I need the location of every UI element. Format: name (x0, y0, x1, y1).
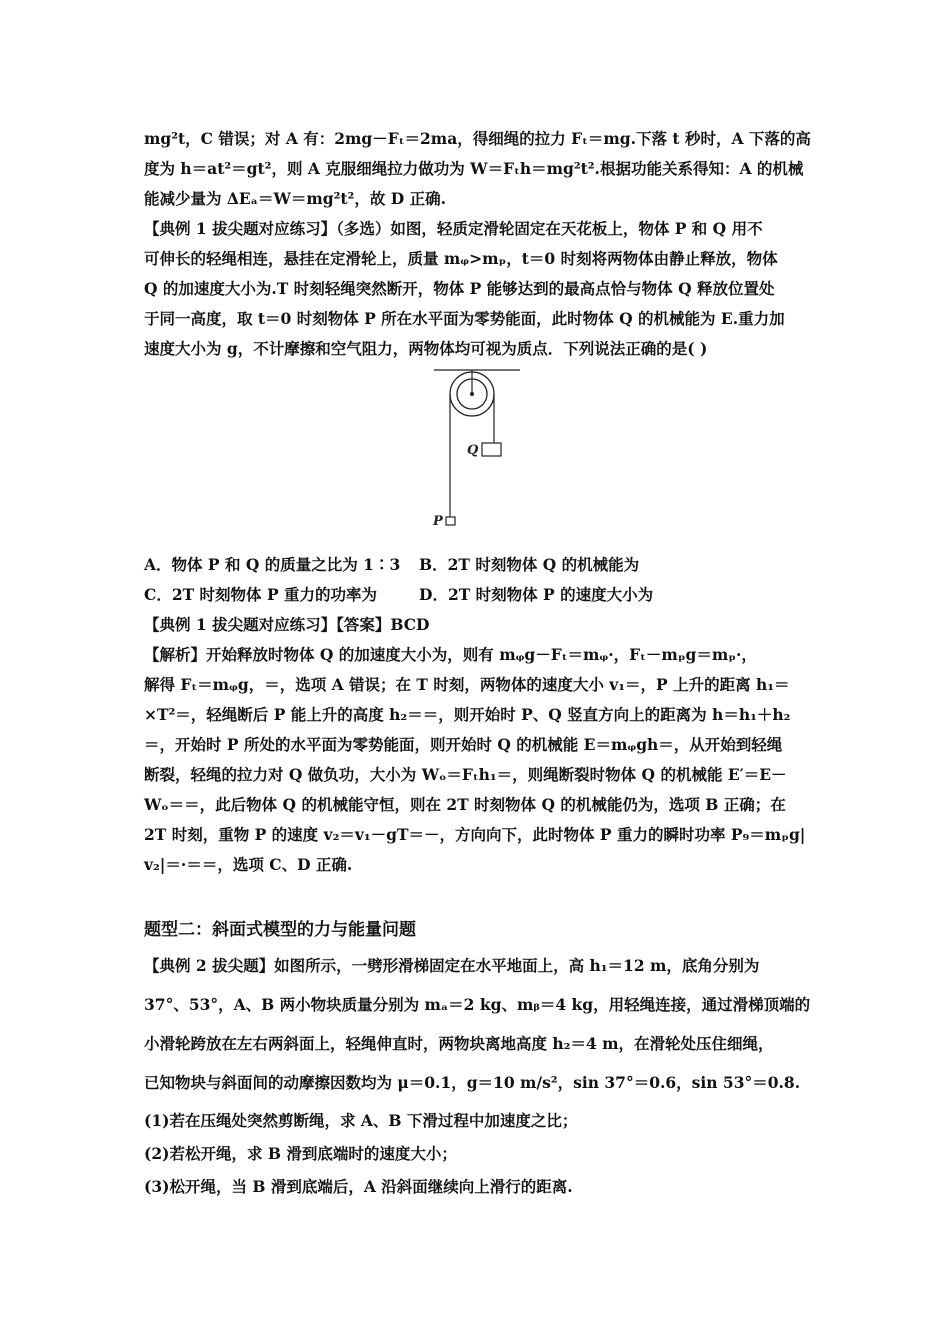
solution-line: mg²t，C 错误；对 A 有：2mg－Fₜ＝2ma，得细绳的拉力 Fₜ＝mg.下落 t 秒时，A 下落的高 (144, 129, 811, 148)
pulley-axle (470, 392, 474, 396)
label-p: P (433, 514, 443, 529)
options-row-2 (144, 580, 816, 610)
analysis-line: ＝，开始时 P 所处的水平面为零势能面，则开始时 Q 的机械能 E＝mᵩgh＝，从开始到轻绳 (144, 735, 783, 754)
problem-line: 已知物块与斜面间的动摩擦因数均为 μ＝0.1，g＝10 m/s²，sin 37°＝0.6，sin 53°＝0.8. (144, 1073, 801, 1092)
analysis-line: ×T²＝，轻绳断后 P 能上升的高度 h₂＝＝，则开始时 P、Q 竖直方向上的距离为 h＝h₁＋h₂ (144, 705, 791, 724)
answer-line: 【典例 1 拔尖题对应练习】【答案】BCD (144, 615, 430, 634)
problem-line: 可伸长的轻绳相连，悬挂在定滑轮上，质量 mᵩ>mₚ，t＝0 时刻将两物体由静止释放，物体 (144, 249, 778, 268)
problem-line: 小滑轮跨放在左右两斜面上，轻绳伸直时，两物块离地高度 h₂＝4 m，在滑轮处压住细绳， (144, 1034, 774, 1053)
pulley-diagram (430, 364, 530, 534)
document-page (144, 124, 816, 1203)
options-row-1 (144, 550, 816, 580)
analysis-line: 断裂，轻绳的拉力对 Q 做负功，大小为 Wₒ＝Fₜh₁＝，则绳断裂时物体 Q 的机械能 E′＝E－ (144, 765, 787, 784)
question-1: (1)若在压绳处突然剪断绳，求 A、B 下滑过程中加速度之比； (144, 1111, 578, 1130)
problem-line: 【典例 1 拔尖题对应练习】（多选）如图，轻质定滑轮固定在天花板上，物体 P 和 Q 用不 (144, 219, 763, 238)
analysis-line: 2T 时刻，重物 P 的速度 v₂＝v₁－gT＝－，方向向下，此时物体 P 重力的瞬时功率 P₉＝mₚg| (144, 825, 806, 844)
options (144, 550, 816, 610)
problem-line: 速度大小为 g，不计摩擦和空气阻力，两物体均可视为质点．下列说法正确的是( ) (144, 339, 708, 358)
analysis-line: v₂|＝·＝＝，选项 C、D 正确. (144, 855, 353, 874)
problem-line: Q 的加速度大小为.T 时刻轻绳突然断开，物体 P 能够达到的最高点恰与物体 Q 释放位置处 (144, 279, 775, 298)
question-3: (3)松开绳，当 B 滑到底端后，A 沿斜面继续向上滑行的距离. (144, 1177, 573, 1196)
pulley-figure (144, 364, 816, 550)
question-2: (2)若松开绳，求 B 滑到底端时的速度大小； (144, 1144, 457, 1163)
label-q: Q (467, 443, 479, 458)
option-a[interactable]: A．物体 P 和 Q 的质量之比为 1∶3 (144, 555, 401, 574)
analysis-line: 解得 Fₜ＝mᵩg，＝，选项 A 错误；在 T 时刻，两物体的速度大小 v₁＝，P 上升的距离 h₁＝ (144, 675, 790, 694)
block-q (482, 443, 501, 456)
problem-line: 于同一高度，取 t＝0 时刻物体 P 所在水平面为零势能面，此时物体 Q 的机械能为 E.重力加 (144, 309, 785, 328)
solution-continuation (144, 124, 816, 214)
analysis-line: 【解析】开始释放时物体 Q 的加速度大小为，则有 mᵩg－Fₜ＝mᵩ·，Fₜ－mₚg＝mₚ·， (144, 645, 757, 664)
analysis (144, 640, 816, 880)
problem-2 (144, 948, 816, 1203)
solution-line: 度为 h＝at²＝gt²，则 A 克服细绳拉力做功为 W＝Fₜh＝mg²t².根据功能关系得知：A 的机械 (144, 159, 804, 178)
option-c[interactable]: C．2T 时刻物体 P 重力的功率为 (144, 585, 378, 604)
option-b[interactable]: B．2T 时刻物体 Q 的机械能为 (419, 555, 640, 574)
section-heading: 题型二：斜面式模型的力与能量问题 (144, 920, 416, 940)
problem-line: 37°、53°，A、B 两小物块质量分别为 mₐ＝2 kg、mᵦ＝4 kg，用轻绳连接，通过滑梯顶端的 (144, 995, 811, 1014)
problem-line: 【典例 2 拔尖题】如图所示，一劈形滑梯固定在水平地面上，高 h₁＝12 m，底角分别为 (144, 956, 760, 975)
option-d[interactable]: D．2T 时刻物体 P 的速度大小为 (419, 585, 654, 604)
block-p (446, 517, 455, 525)
problem-1 (144, 214, 816, 364)
analysis-line: Wₒ＝＝，此后物体 Q 的机械能守恒，则在 2T 时刻物体 Q 的机械能仍为，选项 B 正确；在 (144, 795, 786, 814)
solution-line: 能减少量为 ΔEₐ＝W＝mg²t²，故 D 正确. (144, 189, 446, 208)
